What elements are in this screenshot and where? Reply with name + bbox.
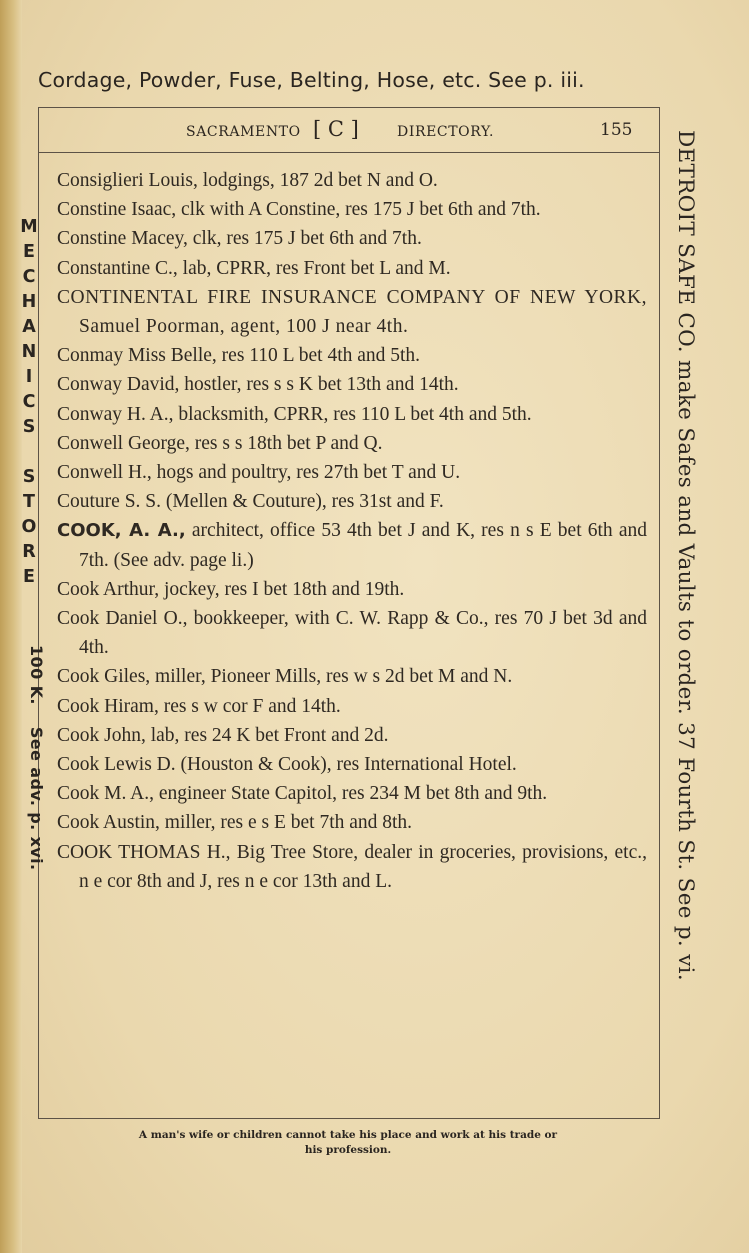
stacked-letter: A <box>22 317 36 337</box>
directory-entry: Cook John, lab, res 24 K bet Front and 2d. <box>57 724 389 746</box>
left-rotated-see-adv: See adv. p. xvi. <box>27 726 46 871</box>
directory-entry: Cook Austin, miller, res e s E bet 7th and 8th. <box>57 812 413 834</box>
directory-entry: Cook Daniel O., bookkeeper, with C. W. Rapp & Co., res 70 J bet 3d and 4th. <box>57 608 647 659</box>
footer-line: A man's wife or children cannot take his place and work at his trade or <box>138 1129 558 1141</box>
directory-entry: Constine Macey, clk, res 175 J bet 6th and 7th. <box>57 228 422 250</box>
right-margin-advertisement: DETROIT SAFE CO. make Safes and Vaults to order. 37 Fourth St. See p. vi. <box>673 130 698 981</box>
header-rule <box>39 152 659 153</box>
page-number: 155 <box>600 120 633 140</box>
stacked-letter: C <box>22 392 36 412</box>
footer-line: his profession. <box>304 1144 392 1156</box>
stacked-letter: H <box>21 292 37 312</box>
directory-entry: COOK, A. A., architect, office 53 4th bet J and K, res n s E bet 6th and 7th. (See adv. page li.) <box>57 520 647 571</box>
running-head <box>39 116 659 146</box>
entry-bold-name: COOK, A. A., <box>57 520 186 542</box>
directory-entry: Cook Arthur, jockey, res I bet 18th and 19th. <box>57 578 405 600</box>
directory-entry: Conway H. A., blacksmith, CPRR, res 110 L bet 4th and 5th. <box>57 403 532 425</box>
stacked-letter: E <box>23 567 35 587</box>
running-head-city: SACRAMENTO <box>186 124 301 140</box>
directory-entry: Consiglieri Louis, lodgings, 187 2d bet N and O. <box>57 170 438 191</box>
directory-entry: Cook Lewis D. (Houston & Cook), res International Hotel. <box>57 754 517 776</box>
stacked-letter: E <box>23 242 35 262</box>
running-head-directory: DIRECTORY. <box>397 124 495 140</box>
directory-entry: Conwell George, res s s 18th bet P and Q. <box>57 432 383 454</box>
running-head-letter: [ C ] <box>313 117 359 141</box>
stacked-letter: I <box>25 367 33 387</box>
directory-entry: Couture S. S. (Mellen & Couture), res 31st and F. <box>57 491 444 513</box>
stacked-letter: M <box>20 217 38 237</box>
directory-entry: COOK THOMAS H., Big Tree Store, dealer in groceries, provisions, etc., n e cor 8th and J, res n e cor 13th and L. <box>57 841 647 892</box>
stacked-letter: T <box>23 492 35 512</box>
directory-entry: CONTINENTAL FIRE INSURANCE COMPANY OF NEW YORK, Samuel Poorman, agent, 100 J near 4th. <box>57 286 647 338</box>
left-rotated-address: 100 K. <box>27 645 46 705</box>
stacked-letter: S <box>22 467 36 487</box>
directory-entry: Constantine C., lab, CPRR, res Front bet L and M. <box>57 257 451 279</box>
directory-entry: Conway David, hostler, res s s K bet 13th and 14th. <box>57 374 459 396</box>
directory-entry: Conwell H., hogs and poultry, res 27th bet T and U. <box>57 462 461 484</box>
directory-entry: Conmay Miss Belle, res 110 L bet 4th and 5th. <box>57 345 421 367</box>
left-margin-rotated-text <box>16 645 46 995</box>
stacked-letter: C <box>22 267 36 287</box>
directory-entry: Cook M. A., engineer State Capitol, res 234 M bet 8th and 9th. <box>57 783 548 805</box>
stacked-letter: N <box>21 342 37 362</box>
top-advertisement-banner: Cordage, Powder, Fuse, Belting, Hose, etc. See p. iii. <box>38 68 585 92</box>
directory-entry: Constine Isaac, clk with A Constine, res 175 J bet 6th and 7th. <box>57 199 541 221</box>
directory-entry: Cook Giles, miller, Pioneer Mills, res w s 2d bet M and N. <box>57 666 513 688</box>
stacked-letter-gap <box>14 440 44 465</box>
footer-note <box>38 1128 658 1158</box>
stacked-letter: O <box>21 517 37 537</box>
stacked-letter: R <box>22 542 36 562</box>
directory-frame <box>38 107 660 1119</box>
book-spine <box>0 0 22 1253</box>
left-margin-stacked-text <box>14 215 44 590</box>
stacked-letter: S <box>22 417 36 437</box>
directory-entry: Cook Hiram, res s w cor F and 14th. <box>57 695 341 717</box>
directory-entries <box>57 166 647 896</box>
